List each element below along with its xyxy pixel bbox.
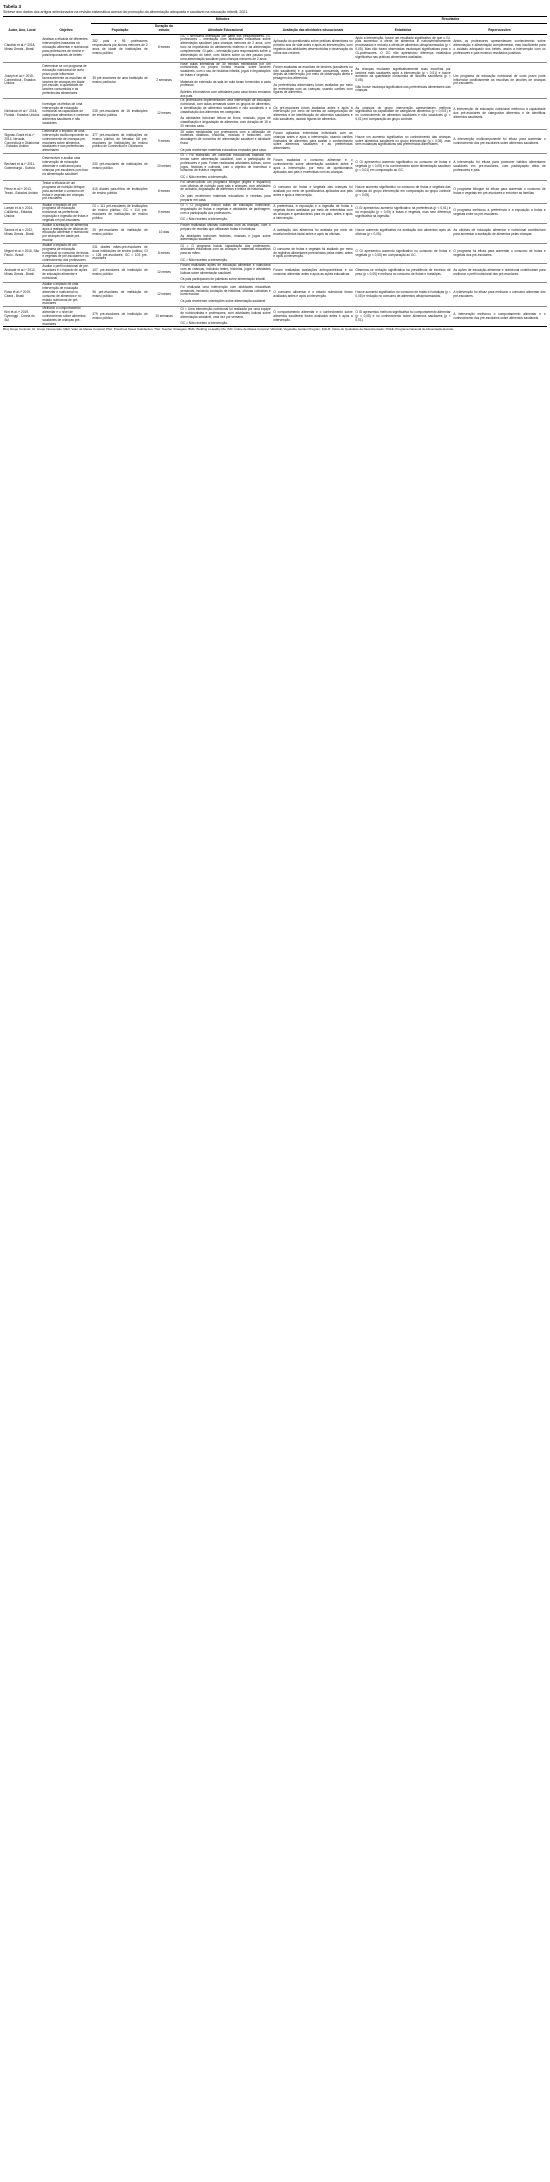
table-row xyxy=(3,99,547,130)
cell-duracao: 12 meses xyxy=(149,283,179,307)
cell-populacao: 415 díades pais-filhos de instituições de ensino público xyxy=(91,180,149,203)
cell-atividade xyxy=(179,264,272,283)
atividade-paragraph: Os professores implementaram uma intervenção de educação nutricional, com aulas semanais sobre os grupos de alimentos, a identificação de alimentos saudáveis e não saudáveis e a classificação dos alimentos em categorias. xyxy=(180,98,271,114)
avaliacao-paragraph: Foram avaliados o consumo alimentar e o conhecimento sobre alimentação saudável antes e após a intervenção, por meio de questionários aplicados aos pais e entrevistas com as crianças. xyxy=(273,158,353,174)
column-header-estatistica: Estatística xyxy=(354,23,452,34)
estatistica-paragraph: O GI apresentou aumento significativo no consumo de frutas e vegetais (p < 0,05) em comparação ao GC. xyxy=(355,248,451,257)
estatistica-paragraph: Após a intervenção, houve um resultado significativo de que o GI-pais aumentou a oferta de alimentos in natura/minimamente processados e reduziu a oferta de alimentos ultraprocessados (p < 0,05). Mas não foram observadas mudanças significativas para o GI-professores. O GC não apresentou diferença estatística significativa nas práticas alimentares avaliadas. xyxy=(355,35,451,59)
estatistica-paragraph: O GI apresentou aumento significativo na preferência (p < 0,01) e na exposição (p < 0,05) a frutas e vegetais, mas sem diferença significativa na ingestão. xyxy=(355,206,451,219)
avaliacao-paragraph: Aplicação do questionário sobre práticas alimentares no primeiro ano de vida antes e após as intervenções, com registros das atividades desenvolvidas e observação da rotina das creches. xyxy=(273,39,353,55)
cell-autor: Pérez et al.³⁰ 2013, Texas - Estados Unidos xyxy=(3,180,41,203)
cell-estatistica xyxy=(354,154,452,181)
table-row xyxy=(3,180,547,203)
repercussoes-paragraph: Um programa de educação nutricional de curto prazo pode influenciar positivamente as escolhas de lanches de crianças pré-escolares. xyxy=(453,73,546,86)
cell-objetivo: Analisar a eficácia de diferentes intervenções baseadas na educação alimentar e nutricional para professores de creche e pais/responsáveis de bebês xyxy=(41,34,91,62)
cell-objetivo: Testar a eficácia de um programa de nutrição bilíngue para aumentar o consumo de frutas e vegetais em crianças pré-escolares xyxy=(41,180,91,203)
atividade-paragraph: Foram realizadas oficinas culinárias com as crianças, com o preparo de receitas que utilizavam frutas e hortaliças. xyxy=(180,223,271,232)
repercussoes-paragraph: As oficinas de educação alimentar e nutricional contribuíram para aumentar a aceitação de alimentos pelas crianças. xyxy=(453,228,546,237)
cell-atividade xyxy=(179,283,272,307)
cell-duracao: 8 meses xyxy=(149,180,179,203)
table-row xyxy=(3,34,547,62)
cell-populacao: 29 pré-escolares de instituição de ensino público xyxy=(91,223,149,243)
atividade-paragraph: 28 aulas ministradas por professores com a utilização de materiais didáticos, histórias, músicas e fantoches, com abordagem de conceitos de alimentação saudável e atividade física. xyxy=(180,129,271,146)
atividade-paragraph: Boletins informativos com atividades para casa foram enviados aos pais. xyxy=(180,89,271,98)
table-label: Tabela 3 xyxy=(3,4,22,9)
cell-avaliacao xyxy=(272,307,354,327)
cell-autor: Kim et al.³⁶ 2019, Gyeonggi - Coreia do Sul xyxy=(3,307,41,327)
atividade-paragraph: Os pais receberam materiais educativos e receitas para preparar em casa. xyxy=(180,193,271,202)
cell-avaliacao xyxy=(272,283,354,307)
column-header-repercussoes: Repercussões xyxy=(452,23,547,34)
cell-duracao: 12 meses xyxy=(149,264,179,283)
column-header-populacao: População xyxy=(91,23,149,34)
repercussoes-paragraph: A intervenção multicomponente foi eficaz para aumentar o conhecimento dos pré-escolares sobre alimentos saudáveis. xyxy=(453,136,546,145)
estatistica-paragraph: O GI apresentou melhora significativa no comportamento alimentar (p < 0,05) e no conhecimento sobre alimentos saudáveis (p < 0,01). xyxy=(355,310,451,322)
repercussoes-paragraph: As ações de educação alimentar e nutricional contribuíram para melhorar o perfil nutricional dos pré-escolares. xyxy=(453,268,546,277)
cell-estatistica xyxy=(354,243,452,263)
group-header-metodos: Métodos xyxy=(91,16,354,23)
cell-repercussoes xyxy=(452,62,547,99)
table-row xyxy=(3,203,547,223)
cell-atividade xyxy=(179,223,272,243)
repercussoes-paragraph: O programa melhorou a preferência e a exposição a frutas e vegetais entre os pré-escolares. xyxy=(453,208,546,217)
atividade-paragraph: GC = Não recebeu a intervenção. xyxy=(180,257,228,262)
repercussoes-paragraph: A intervenção melhorou o comportamento alimentar e o conhecimento dos pré-escolares sobre alimentos saudáveis. xyxy=(453,311,546,320)
repercussoes-paragraph: O programa foi eficaz para aumentar o consumo de frutas e vegetais dos pré-escolares. xyxy=(453,248,546,257)
atividade-paragraph: Os pais receberam orientações sobre alimentação saudável. xyxy=(180,298,267,303)
cell-objetivo: Investigar os efeitos de uma intervenção de educação nutricional na capacidade de categorizar alimentos e conhecer alimentos saudáveis e não saudáveis xyxy=(41,99,91,130)
repercussoes-paragraph: A intervenção foi eficaz para melhorar o consumo alimentar dos pré-escolares. xyxy=(453,289,546,298)
cell-objetivo: Avaliar o impacto de uma intervenção de educação alimentar e nutricional no consumo de alimentos e no estado nutricional de pré-escolares xyxy=(41,283,91,307)
table-caption: Síntese dos dados dos artigos selecionados na revisão sistemática acerca da promoção da alimentação adequada e saudável na educação infantil, 2021. xyxy=(3,9,249,14)
estatistica-paragraph: Houve aumento significativo no consumo de frutas e hortaliças (p < 0,05) e redução no consumo de alimentos ultraprocessados. xyxy=(355,289,451,298)
cell-duracao: 2 semanas xyxy=(149,62,179,99)
table-row xyxy=(3,283,547,307)
estatistica-paragraph: Observou-se redução significativa na prevalência de excesso de peso (p < 0,05) e melhora no consumo de frutas e hortaliças. xyxy=(355,268,451,277)
column-header-objetivo: Objetivo xyxy=(41,16,91,34)
atividade-paragraph: GI = O programa incluiu capacitação dos professores, atividades educativas com as crianças e materiais educativos para as mães. xyxy=(180,243,271,256)
cell-duracao: 9 meses xyxy=(149,129,179,153)
repercussoes-paragraph: A intervenção de educação nutricional melhorou a capacidade dos pré-escolares de categorizar alimentos e de identificar alimentos saudáveis. xyxy=(453,107,546,120)
table-footnote: Bing Grupo Controle; GI: Grupo Intervenção; MEV: Valor de Massa Corporal; PSA: Preschool Sweet Satisfaction; TSA: Teacher Strategies; BMA: Building a Healthy Me; IMC: Índice de Massa Corporal; VEGGIE: Vegetable Garden Program; IQD-R: Índice de Qualidade da Dieta Revisado; PNAE: Programa Nacional de Alimentação Escolar. xyxy=(3,327,454,332)
cell-repercussoes xyxy=(452,154,547,181)
atividade-paragraph: Foi desenvolvido um programa bilíngue (inglês e espanhol) com oficinas de nutrição para pais e crianças, com atividades de culinária, degustação de alimentos e leitura de histórias. xyxy=(180,179,271,192)
avaliacao-paragraph: A aceitação dos alimentos foi avaliada por meio de escala hedônica facial antes e após as oficinas. xyxy=(273,228,353,237)
cell-estatistica xyxy=(354,223,452,243)
cell-populacao: GI = 111 pré-escolares de instituições de ensino público; GC = 114 pré-escolares de instituições de ensino público xyxy=(91,203,149,223)
estatistica-paragraph: Houve um aumento significativo no conhecimento das crianças sobre alimentos saudáveis no grupo intervenção (p < 0,05), mas sem mudanças significativas nas preferências alimentares. xyxy=(355,134,451,147)
cell-autor: Joseph et al.²⁶ 2015, Connecticut - Estados Unidos xyxy=(3,62,41,99)
avaliacao-paragraph: Os pré-escolares foram avaliados antes e após a intervenção por meio de tarefas de categorização de alimentos e de identificação de alimentos saudáveis e não saudáveis, usando figuras de alimentos. xyxy=(273,105,353,122)
atividade-paragraph: Nove aulas interativas de 30 minutos ministradas por um nutricionista, no próprio horário escolar, sobre lanches saudáveis, com o uso de histórias infantis, jogos e degustações de frutas e vegetais. xyxy=(180,61,271,78)
cell-estatistica xyxy=(354,34,452,62)
atividade-paragraph: GI = Foi elaborado um conteúdo educacional baseado em temas sobre alimentação saudável, com a participação de professores e pais. Foram realizadas atividades lúdicas, como jogos, histórias e culinária, com o objetivo de incentivar o consumo de frutas e vegetais. xyxy=(180,153,271,173)
table-row xyxy=(3,243,547,263)
cell-objetivo: Desenvolver e avaliar uma intervenção de educação alimentar e nutricional para crianças pré-escolares com foco na alimentação saudável xyxy=(41,154,91,181)
cell-estatistica xyxy=(354,129,452,153)
cell-avaliacao xyxy=(272,180,354,203)
avaliacao-paragraph: As preferências alimentares foram avaliadas por meio de entrevistas com as crianças, usando cartões com figuras de alimentos. xyxy=(273,82,353,95)
cell-autor: Nicholson et al.²⁷ 2018, Flórida - Estados Unidos xyxy=(3,99,41,130)
cell-repercussoes xyxy=(452,223,547,243)
cell-atividade xyxy=(179,154,272,181)
atividade-paragraph: As atividades incluíram histórias, músicas e jogos sobre alimentação saudável. xyxy=(180,233,271,242)
cell-avaliacao xyxy=(272,62,354,99)
cell-repercussoes xyxy=(452,307,547,327)
cell-objetivo: Avaliar o impacto de um programa de educação nutricional na preferência, exposição e ingestão de frutas e vegetais em pré-escolares xyxy=(41,203,91,223)
avaliacao-paragraph: O consumo de frutas e vegetais foi avaliado por meio de registros alimentares preenchidos pelas mães, antes e após a intervenção. xyxy=(273,246,353,259)
atividade-paragraph: Foram realizadas ações de educação alimentar e nutricional com as crianças, incluindo teatro, histórias, jogos e atividades lúdicas sobre alimentação saudável. xyxy=(180,263,271,275)
table-body xyxy=(3,34,547,327)
cell-autor: Cândido et al.²⁵ 2018, Minas Gerais - Brasil xyxy=(3,34,41,62)
cell-repercussoes xyxy=(452,34,547,62)
cell-duracao: 10 dias xyxy=(149,223,179,243)
atividade-paragraph: GI = O programa incluiu aulas de educação nutricional, degustação de frutas e vegetais e atividades de jardinagem, com a participação dos professores. xyxy=(180,203,271,215)
cell-objetivo: Determinar o impacto de uma intervenção multicomponente no conhecimento de crianças pré-escolares sobre alimentos saudáveis e nas preferências alimentares xyxy=(41,129,91,153)
cell-objetivo: Avaliar o impacto de um programa de educação nutricional no consumo de frutas e vegetais de pré-escolares e no conhecimento dos professores xyxy=(41,243,91,263)
cell-objetivo: Determinar se um programa de educação nutricional de curto prazo pode influenciar favoravelmente as escolhas de lanches de crianças em idade pré-escolar, a quantidade de lanches consumidos e as preferências alimentares xyxy=(41,62,91,99)
cell-estatistica xyxy=(354,307,452,327)
avaliacao-paragraph: O comportamento alimentar e o conhecimento sobre alimentos saudáveis foram avaliados antes e após a intervenção. xyxy=(273,310,353,322)
cell-populacao: 39 pré-escolares de uma instituição de ensino particular xyxy=(91,62,149,99)
cell-atividade xyxy=(179,99,272,130)
cell-repercussoes xyxy=(452,180,547,203)
cell-repercussoes xyxy=(452,99,547,130)
cell-duracao: 9 meses xyxy=(149,203,179,223)
column-header-atividade: Atividade Educacional xyxy=(179,23,272,34)
table-row xyxy=(3,307,547,327)
avaliacao-paragraph: Foram aplicadas entrevistas individuais com as crianças antes e após a intervenção, usando cartões ilustrados de alimentos para avaliar o conhecimento sobre alimentos saudáveis e as preferências alimentares. xyxy=(273,130,353,151)
table-row xyxy=(3,62,547,99)
cell-duracao: 8 meses xyxy=(149,34,179,62)
table-row xyxy=(3,129,547,153)
cell-repercussoes xyxy=(452,264,547,283)
atividade-paragraph: GI = Uma intervenção nutricional foi realizada por uma equipe de nutricionistas e professores, com atividades lúdicas sobre alimentação saudável, uma vez por semana. xyxy=(180,306,271,319)
atividade-paragraph: Materiais de extensão da sala de aula foram fornecidos a cada professor. xyxy=(180,79,271,88)
cell-avaliacao xyxy=(272,203,354,223)
cell-estatistica xyxy=(354,99,452,130)
table-header xyxy=(3,16,547,34)
cell-avaliacao xyxy=(272,99,354,130)
cell-objetivo: Melhorar o comportamento alimentar e o nível de conhecimento sobre alimentos saudáveis de crianças pré-escolares xyxy=(41,307,91,327)
cell-repercussoes xyxy=(452,129,547,153)
cell-atividade xyxy=(179,203,272,223)
estatistica-paragraph: Houve aumento significativo no consumo de frutas e vegetais das crianças do grupo intervenção em comparação ao grupo controle (p < 0,05). xyxy=(355,184,451,197)
atividade-paragraph: GC = Não recebeu a intervenção. xyxy=(180,174,228,179)
table-row xyxy=(3,264,547,283)
table-row xyxy=(3,154,547,181)
atividade-paragraph: Os pais receberam materiais educativos enviados para casa. xyxy=(180,147,267,152)
cell-estatistica xyxy=(354,203,452,223)
cell-atividade xyxy=(179,180,272,203)
cell-estatistica xyxy=(354,283,452,307)
estatistica-paragraph: As crianças mudaram significativamente suas escolhas por lanches mais saudáveis após a intervenção (p < 0,01) e houve aumento da quantidade consumida de lanches saudáveis (p < 0,05). xyxy=(355,66,451,83)
atividade-paragraph: GC = Não recebeu a intervenção. xyxy=(180,217,228,222)
cell-objetivo: Avaliar a aceitação de alimentos após a realização de oficinas de educação alimentar e nutricional por crianças em idade pré-escolar xyxy=(41,223,91,243)
cell-populacao: 231 díades mães-pré-escolares de duas instituições de ensino público; GI = 128 pré-escolares; GC = 103 pré-escolares xyxy=(91,243,149,263)
atividade-paragraph: Os pais participaram de palestras sobre alimentação infantil. xyxy=(180,277,266,282)
repercussoes-paragraph: Antes os professores apresentavam conhecimento sobre alimentação e alimentação complementar, mas insuficiente para o cuidado adequado dos bebês, assim a intervenção com os professores e pais mostrou resultados positivos. xyxy=(453,39,546,55)
cell-populacao: 379 pré-escolares de instituição de ensino público xyxy=(91,307,149,327)
cell-duracao: 8 meses xyxy=(149,243,179,263)
column-header-duracao: Duração do estudo xyxy=(149,23,179,34)
cell-autor: Rosa et al.³⁵ 2019, Ceará - Brasil xyxy=(3,283,41,307)
cell-avaliacao xyxy=(272,154,354,181)
atividade-paragraph: GC = Nenhuma orientação por parte dos pesquisadores. GI-professores – orientação com atividades educativas sobre alimentação saudável para crianças menores de 2 anos, com foco na importância do aleitamento materno e da alimentação complementar. GI-pais – orientação para responsáveis sobre a alimentação do bebê, com folders sobre os dez passos para uma alimentação saudável para crianças menores de 2 anos. xyxy=(180,33,271,61)
cell-duracao: 10 semanas xyxy=(149,307,179,327)
estatistica-paragraph: Não houve mudança significativa nas preferências alimentares das crianças. xyxy=(355,84,451,93)
cell-atividade xyxy=(179,129,272,153)
cell-avaliacao xyxy=(272,243,354,263)
estatistica-paragraph: Houve aumento significativo na aceitação dos alimentos após as oficinas (p < 0,05). xyxy=(355,228,451,237)
cell-duracao: 12 meses xyxy=(149,99,179,130)
cell-populacao: 107 pré-escolares de instituição de ensino público xyxy=(91,264,149,283)
cell-populacao: 96 pré-escolares de instituição de ensino público xyxy=(91,283,149,307)
cell-autor: Santos et al.³² 2012, Minas Gerais - Brasil xyxy=(3,223,41,243)
cell-avaliacao xyxy=(272,264,354,283)
atividade-paragraph: As atividades incluíram leitura de livros, músicas, jogos de classificação e degustação de alimentos, com duração de 15 a 20 minutos cada. xyxy=(180,116,271,129)
atividade-paragraph: Foi realizada uma intervenção com atividades educativas semanais, incluindo contação de histórias, oficinas culinárias e horta escolar. xyxy=(180,284,271,297)
cell-autor: Sigman-Grant et al.²⁸ 2014, Nevada, Connecticut e Oklahoma - Estados Unidos xyxy=(3,129,41,153)
cell-estatistica xyxy=(354,264,452,283)
cell-atividade xyxy=(179,243,272,263)
cell-estatistica xyxy=(354,180,452,203)
cell-duracao: 10 meses xyxy=(149,154,179,181)
atividade-paragraph: GC = Não recebeu a intervenção. xyxy=(180,320,228,325)
repercussoes-paragraph: A intervenção foi eficaz para promover hábitos alimentares saudáveis em pré-escolares, com participação ativa de professores e pais. xyxy=(453,160,546,172)
avaliacao-paragraph: O consumo alimentar e o estado nutricional foram avaliados antes e após a intervenção. xyxy=(273,289,353,298)
estatistica-paragraph: As crianças do grupo intervenção apresentaram melhora significativa na capacidade de categorizar alimentos (p < 0,001) e no conhecimento de alimentos saudáveis e não saudáveis (p < 0,01) em comparação ao grupo controle. xyxy=(355,105,451,122)
avaliacao-paragraph: Foram avaliadas as escolhas de lanches (saudáveis ou não saudáveis) e a quantidade consumida, antes e depois da intervenção, por meio de observação direta e pesagem dos alimentos. xyxy=(273,64,353,81)
cell-autor: Miguel et al.³³ 2016, São Paulo - Brasil xyxy=(3,243,41,263)
cell-avaliacao xyxy=(272,129,354,153)
cell-repercussoes xyxy=(452,203,547,223)
avaliacao-paragraph: A preferência, a exposição e a ingestão de frutas e vegetais foram avaliadas por meio de entrevistas com as crianças e questionários para os pais, antes e após a intervenção. xyxy=(273,204,353,220)
cell-avaliacao xyxy=(272,223,354,243)
table-row xyxy=(3,223,547,243)
cell-populacao: 230 pré-escolares de instituições de ensino público xyxy=(91,154,149,181)
group-header-resultados: Resultados xyxy=(354,16,547,23)
cell-estatistica xyxy=(354,62,452,99)
cell-autor: Larsen et al.³¹ 2014, Califórnia - Estados Unidos xyxy=(3,203,41,223)
estatistica-paragraph: O GI apresentou aumento significativo no consumo de frutas e vegetais (p < 0,05) e no conhecimento sobre alimentação saudável (p < 0,01) em comparação ao GC. xyxy=(355,160,451,172)
cell-autor: Bechard et al.²⁹ 2011, Gotemburgo - Suécia xyxy=(3,154,41,181)
cell-avaliacao xyxy=(272,34,354,62)
cell-atividade xyxy=(179,34,272,62)
cell-populacao: 282 pais e 95 professores responsáveis por alunos menores de 2 anos de idade de instituições de ensino público xyxy=(91,34,149,62)
cell-populacao: 377 pré-escolares de instituições de ensino público de Nevada; 68 pré-escolares de instituições de ensino público de Connecticut e Oklahoma xyxy=(91,129,149,153)
synthesis-table xyxy=(3,16,547,328)
cell-repercussoes xyxy=(452,243,547,263)
cell-atividade xyxy=(179,62,272,99)
cell-atividade xyxy=(179,307,272,327)
avaliacao-paragraph: Foram realizadas avaliações antropométricas e do consumo alimentar antes e após as ações educativas. xyxy=(273,268,353,277)
repercussoes-paragraph: O programa bilíngue foi eficaz para aumentar o consumo de frutas e vegetais em pré-escolares e envolver as famílias. xyxy=(453,186,546,195)
avaliacao-paragraph: O consumo de frutas e vegetais das crianças foi avaliado por meio de questionários aplicados aos pais antes e após a intervenção. xyxy=(273,184,353,197)
cell-autor: Andrade et al.³⁴ 2012, Minas Gerais - Brasil xyxy=(3,264,41,283)
column-header-avaliacao: Avaliação das atividades educacionais xyxy=(272,23,354,34)
cell-objetivo: Avaliar o perfil nutricional de pré-escolares e o impacto de ações de educação alimentar e nutricional xyxy=(41,264,91,283)
cell-repercussoes xyxy=(452,283,547,307)
column-header-autor: Autor, Ano, Local xyxy=(3,16,41,34)
cell-populacao: 235 pré-escolares de 16 instituições de ensino público xyxy=(91,99,149,130)
